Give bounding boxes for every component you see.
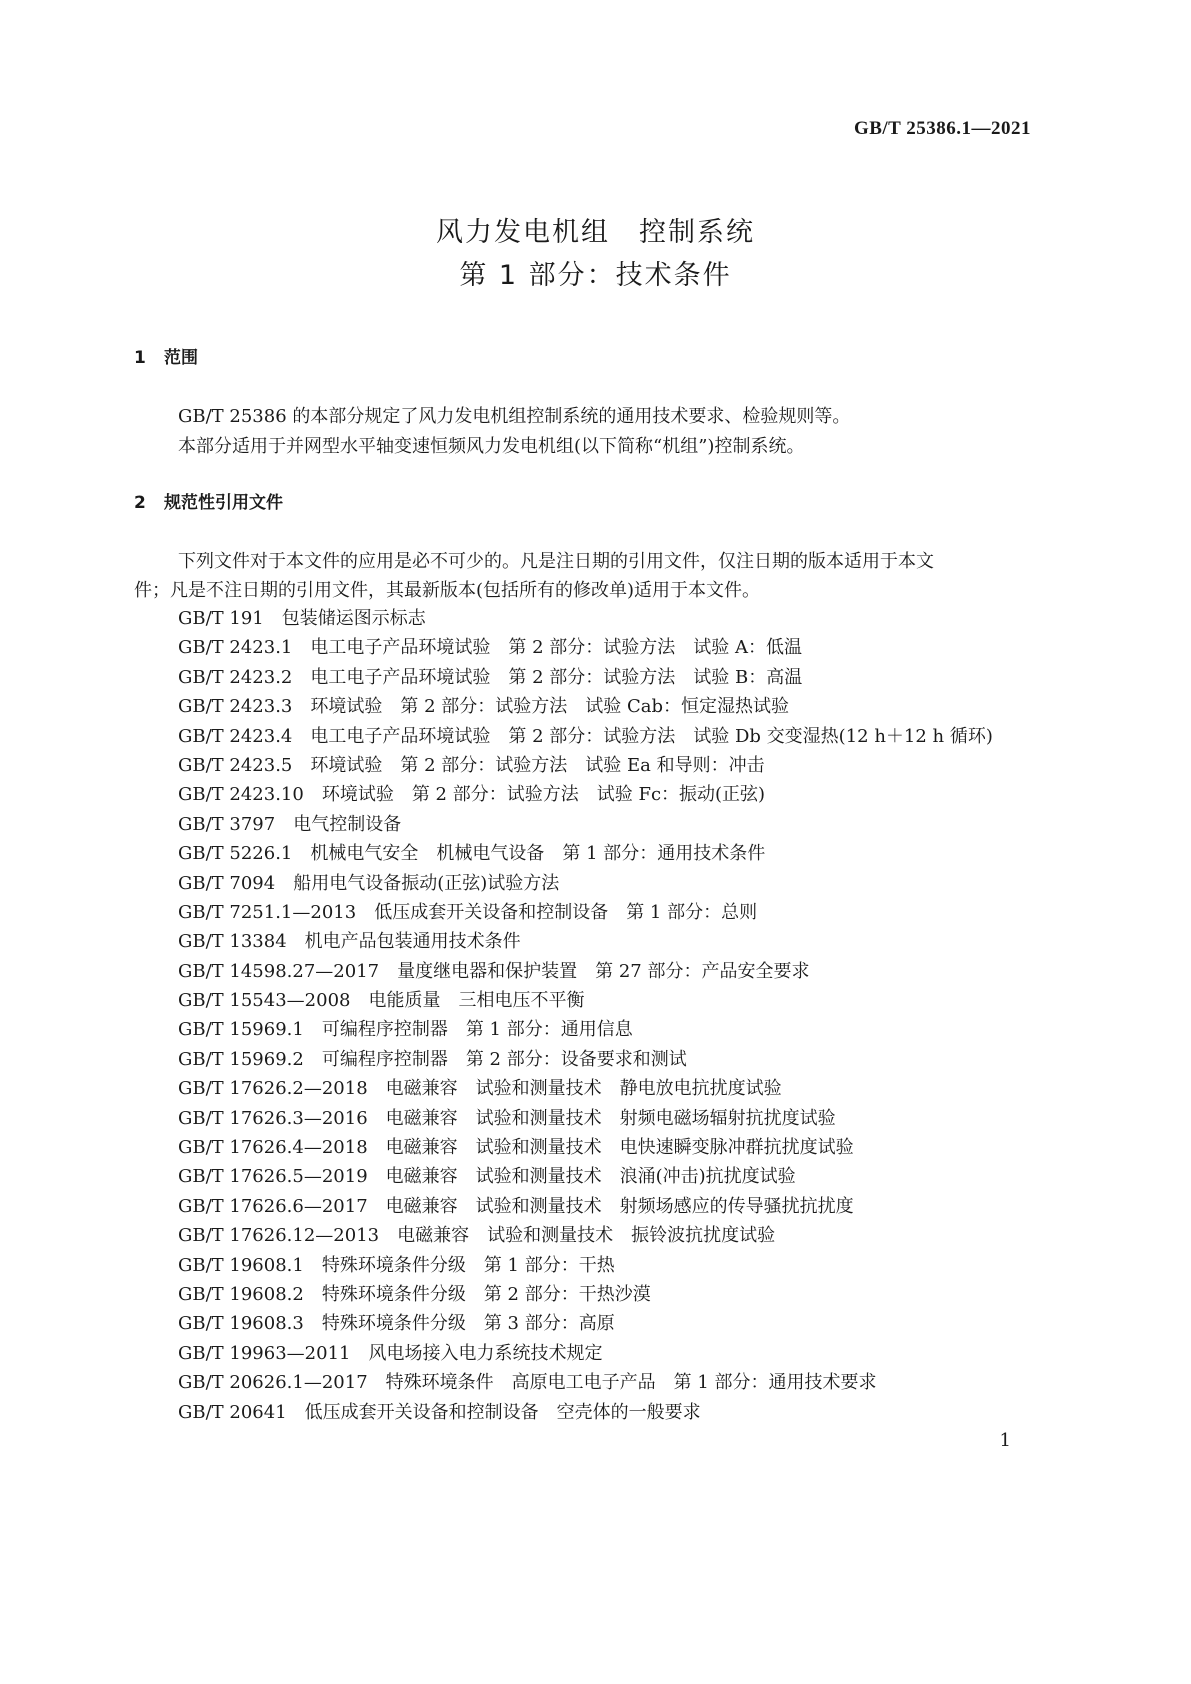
- document-subtitle: 第 1 部分：技术条件: [459, 260, 732, 291]
- reference-item: GB/T 19608.3 特殊环境条件分级 第 3 部分：高原: [178, 1313, 615, 1335]
- reference-item: GB/T 20626.1—2017 特殊环境条件 高原电工电子产品 第 1 部分：通用技术要求: [178, 1372, 877, 1394]
- reference-item: GB/T 14598.27—2017 量度继电器和保护装置 第 27 部分：产品安全要求: [178, 960, 810, 982]
- standard-code: GB/T 25386.1—2021: [853, 118, 1031, 139]
- reference-item: GB/T 15543—2008 电能质量 三相电压不平衡: [178, 990, 585, 1012]
- reference-item: GB/T 17626.5—2019 电磁兼容 试验和测量技术 浪涌(冲击)抗扰度试验: [178, 1166, 796, 1188]
- reference-item: GB/T 17626.4—2018 电磁兼容 试验和测量技术 电快速瞬变脉冲群抗扰度试验: [178, 1137, 854, 1159]
- reference-item: GB/T 20641 低压成套开关设备和控制设备 空壳体的一般要求: [178, 1401, 701, 1423]
- reference-item: GB/T 19608.1 特殊环境条件分级 第 1 部分：干热: [178, 1254, 615, 1276]
- reference-item: GB/T 17626.6—2017 电磁兼容 试验和测量技术 射频场感应的传导骚扰抗扰度: [178, 1195, 854, 1217]
- reference-item: GB/T 3797 电气控制设备: [178, 813, 402, 835]
- document-title: 风力发电机组 控制系统: [436, 217, 755, 248]
- reference-item: GB/T 19608.2 特殊环境条件分级 第 2 部分：干热沙漠: [178, 1283, 651, 1305]
- scope-paragraph: GB/T 25386 的本部分规定了风力发电机组控制系统的通用技术要求、检验规则等。: [178, 406, 851, 427]
- reference-item: GB/T 2423.2 电工电子产品环境试验 第 2 部分：试验方法 试验 B：高温: [178, 666, 803, 688]
- page-number: 1: [999, 1430, 1011, 1451]
- section-heading-normative-references: [134, 488, 283, 513]
- references-intro-line: 件；凡是不注日期的引用文件，其最新版本(包括所有的修改单)适用于本文件。: [134, 580, 761, 601]
- reference-item: GB/T 19963—2011 风电场接入电力系统技术规定: [178, 1342, 603, 1364]
- reference-item: GB/T 2423.10 环境试验 第 2 部分：试验方法 试验 Fc：振动(正弦): [178, 784, 766, 806]
- references-intro-line: 下列文件对于本文件的应用是必不可少的。凡是注日期的引用文件，仅注日期的版本适用于本文: [178, 551, 934, 572]
- section-number: 2: [134, 493, 146, 513]
- reference-item: GB/T 17626.12—2013 电磁兼容 试验和测量技术 振铃波抗扰度试验: [178, 1225, 776, 1247]
- section-number: 1: [134, 348, 146, 368]
- section-title: 规范性引用文件: [164, 493, 283, 513]
- reference-item: GB/T 5226.1 机械电气安全 机械电气设备 第 1 部分：通用技术条件: [178, 843, 766, 865]
- reference-item: GB/T 17626.2—2018 电磁兼容 试验和测量技术 静电放电抗扰度试验: [178, 1078, 782, 1100]
- reference-list: [178, 604, 993, 1427]
- reference-item: GB/T 15969.1 可编程序控制器 第 1 部分：通用信息: [178, 1019, 633, 1041]
- reference-item: GB/T 17626.3—2016 电磁兼容 试验和测量技术 射频电磁场辐射抗扰度试验: [178, 1107, 836, 1129]
- reference-item: GB/T 2423.4 电工电子产品环境试验 第 2 部分：试验方法 试验 Db 交变湿热(12 h＋12 h 循环): [178, 725, 993, 747]
- reference-item: GB/T 2423.1 电工电子产品环境试验 第 2 部分：试验方法 试验 A：低温: [178, 637, 802, 659]
- section-heading-scope: [134, 343, 198, 368]
- section-title: 范围: [164, 348, 198, 368]
- reference-item: GB/T 191 包装储运图示标志: [178, 608, 426, 629]
- reference-item: GB/T 15969.2 可编程序控制器 第 2 部分：设备要求和测试: [178, 1048, 687, 1070]
- reference-item: GB/T 2423.5 环境试验 第 2 部分：试验方法 试验 Ea 和导则：冲击: [178, 754, 765, 776]
- reference-item: GB/T 13384 机电产品包装通用技术条件: [178, 931, 521, 953]
- scope-paragraph: 本部分适用于并网型水平轴变速恒频风力发电机组(以下简称“机组”)控制系统。: [178, 436, 805, 457]
- reference-item: GB/T 2423.3 环境试验 第 2 部分：试验方法 试验 Cab：恒定湿热试验: [178, 696, 790, 718]
- reference-item: GB/T 7094 船用电气设备振动(正弦)试验方法: [178, 872, 560, 894]
- reference-item: GB/T 7251.1—2013 低压成套开关设备和控制设备 第 1 部分：总则: [178, 901, 758, 923]
